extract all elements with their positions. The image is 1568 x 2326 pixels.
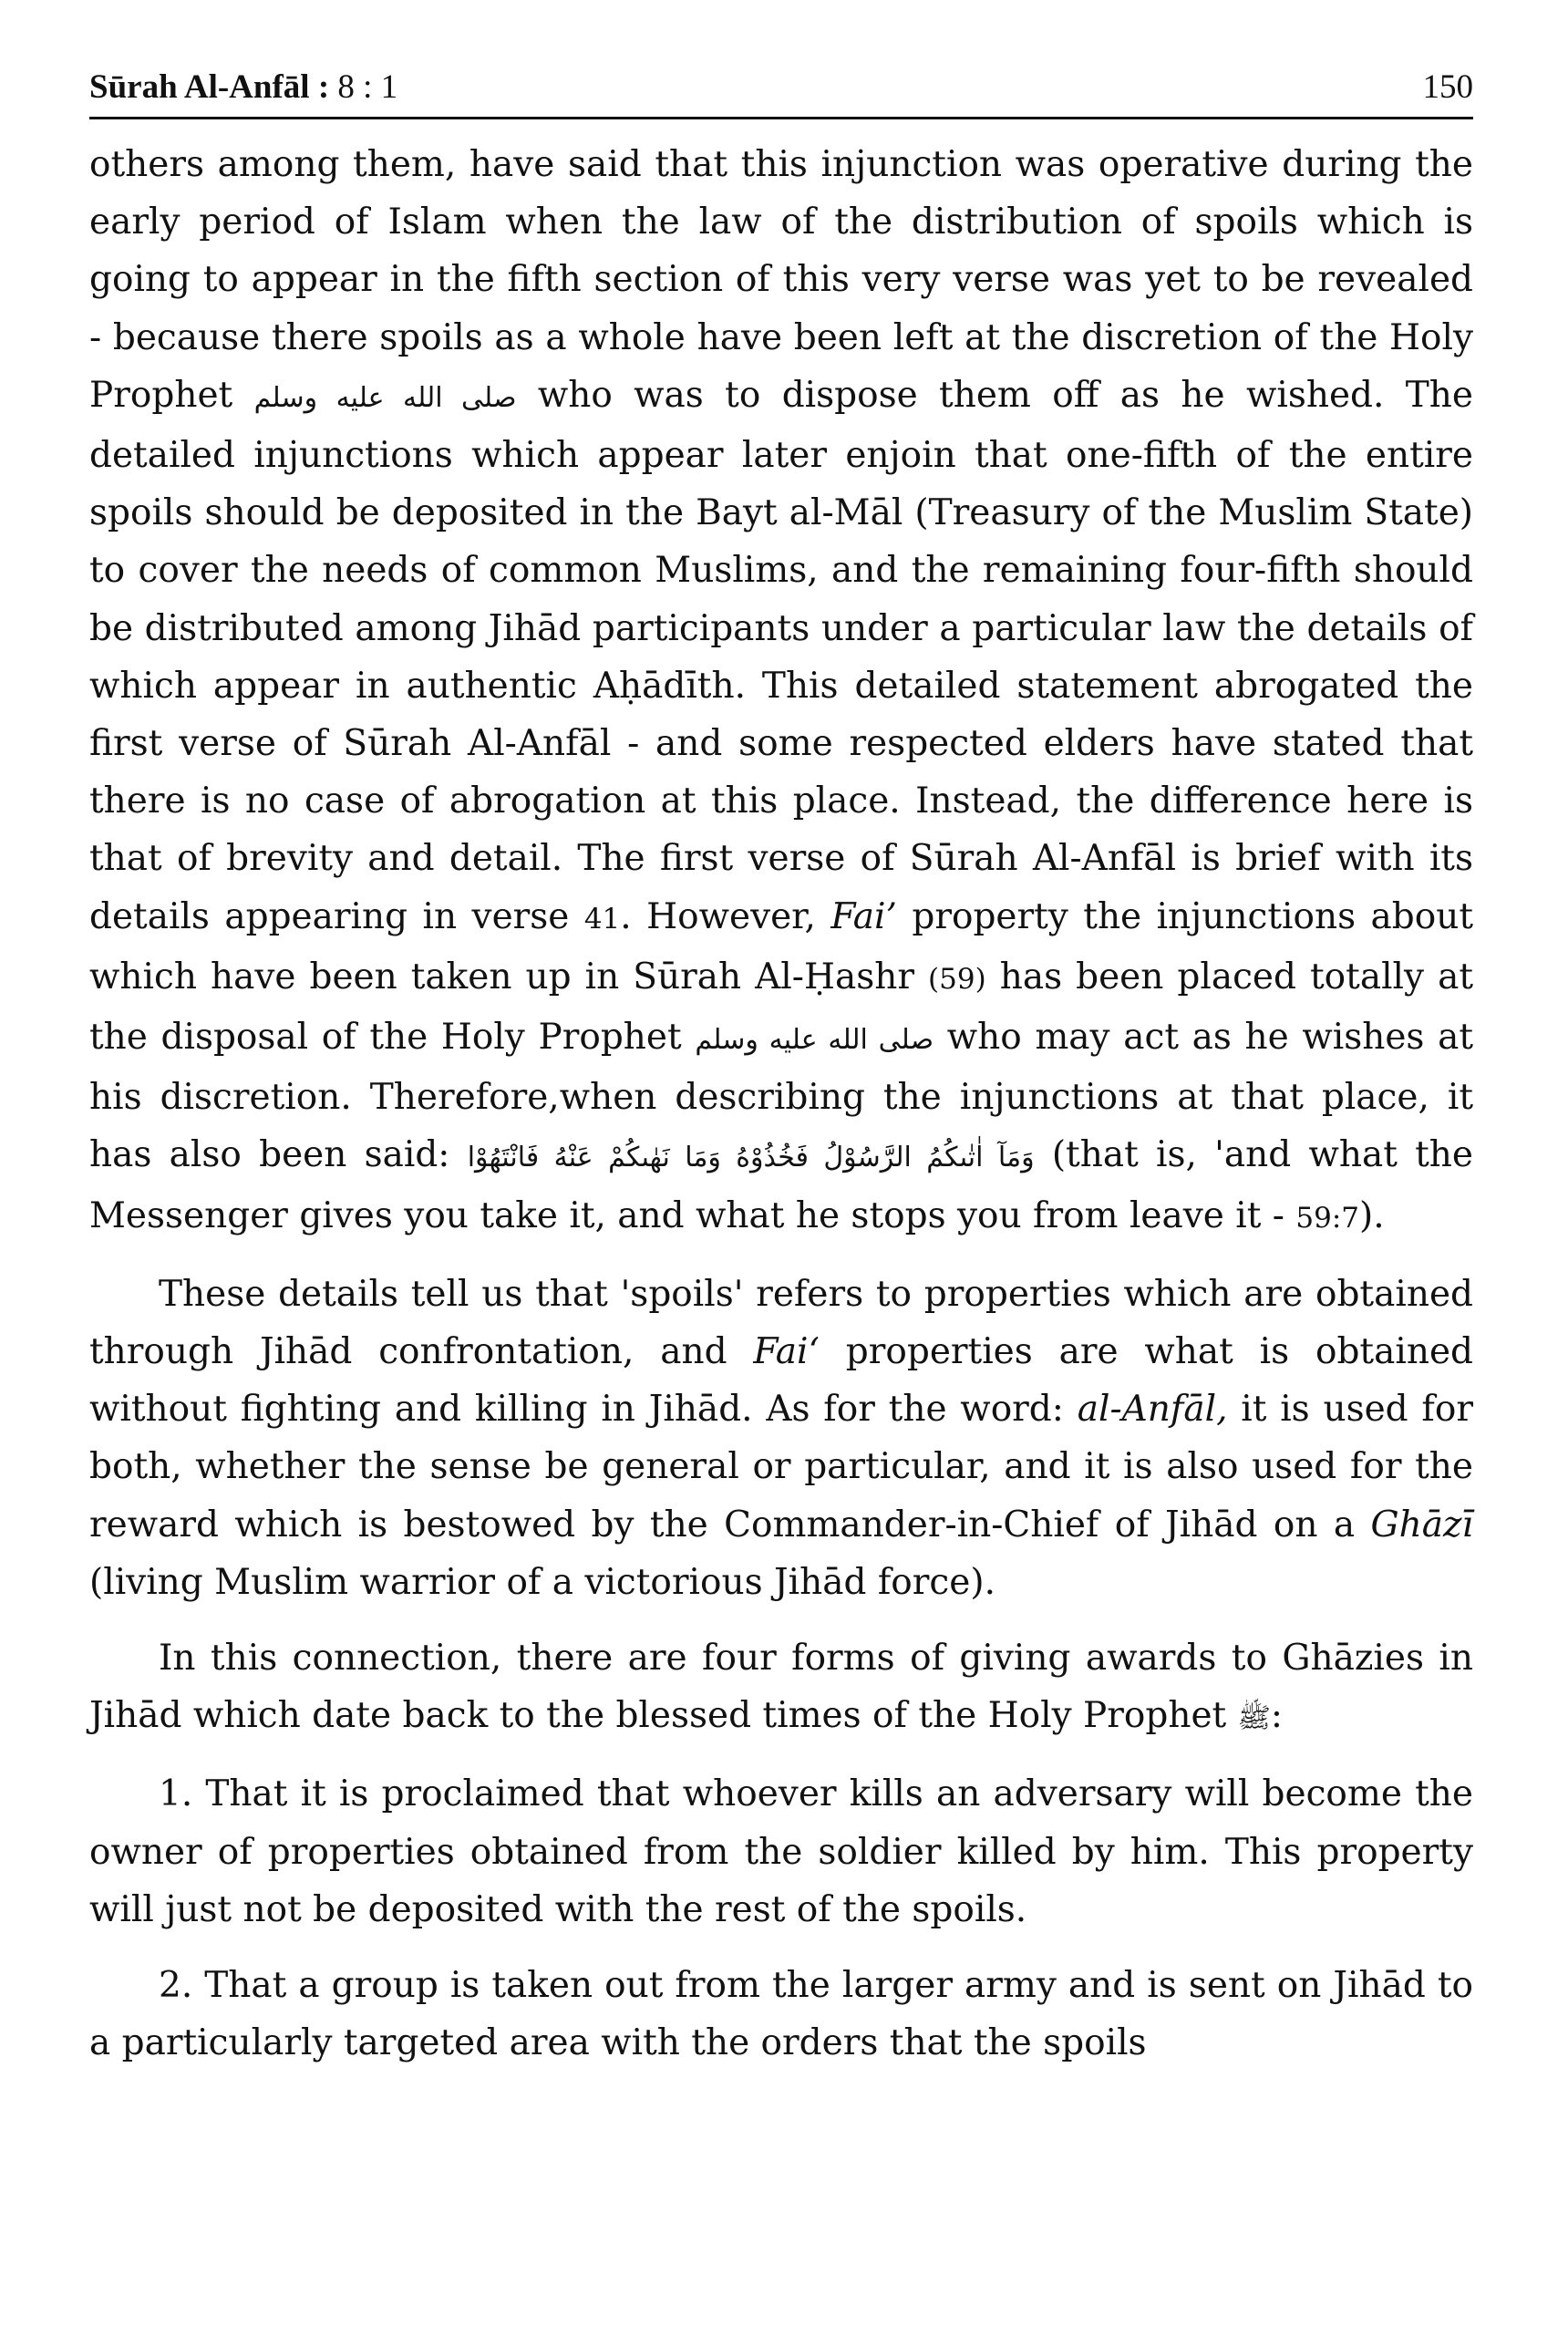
list-item-2: 2. That a group is taken out from the larger army and is sent on Jihād to a particularly targeted area with the orders that the spoils	[89, 1965, 1473, 2064]
term-ghazi: Ghāzī	[1370, 1504, 1473, 1545]
p1-text-6: who may act as he wishes at his discretion. Therefore,when describing the injunctions at that place, it has also been said:	[89, 1017, 1474, 1176]
surah-title: Sūrah Al-Anfāl :	[89, 68, 330, 106]
p3-text-2: :	[1270, 1695, 1284, 1737]
p2-text-1: These details tell us that 'spoils' refers to properties which are obtained through Jihād confrontation, and	[89, 1273, 1473, 1373]
p1-text-3: . However,	[620, 895, 831, 937]
p3-text-1: In this connection, there are four forms of giving awards to Ghāzies in Jihād which date back to the blessed times of the Holy Prophet	[89, 1638, 1473, 1737]
quranic-verse-arabic: وَمَآ اٰتٰىكُمُ الرَّسُوْلُ فَخُذُوْهُ وَمَا نَهٰىكُمْ عَنْهُ فَانْتَهُوْا	[467, 1142, 1035, 1174]
term-al-anfal: al-Anfāl,	[1077, 1389, 1228, 1431]
salutation-arabic-2: صلی الله علیه وسلم	[695, 1024, 934, 1057]
paragraph-3	[89, 1629, 1473, 1747]
running-header	[89, 64, 1473, 119]
verse-number-41: 41	[583, 902, 621, 936]
list-item-1: 1. That it is proclaimed that whoever kills an adversary will become the owner of properties obtained from the soldier killed by him. This property will just not be deposited with the rest of the spoils.	[89, 1773, 1473, 1930]
page-body	[89, 136, 1473, 2073]
verse-reference: 8 : 1	[337, 68, 398, 106]
p2-text-3: it is used for both, whether the sense be general or particular, and it is also used for the reward which is bestowed by the Commander-in-Chief of Jihād on a	[89, 1389, 1473, 1545]
p2-text-4: (living Muslim warrior of a victorious Jihād force).	[89, 1561, 995, 1603]
salutation-arabic-3: ﷺ	[1237, 1702, 1271, 1735]
p1-text-7: (that is, 'and what the Messenger gives you take it, and what he stops you from leave it -	[89, 1134, 1473, 1236]
salutation-arabic-1: صلی الله علیه وسلم	[253, 381, 517, 414]
surah-number-59: (59)	[928, 962, 986, 996]
term-fai-1: Fai’	[830, 895, 897, 937]
paragraph-1	[89, 136, 1473, 1247]
p1-text-5: has been placed totally at the disposal of the Holy Prophet	[89, 956, 1474, 1059]
p1-text-2: who was to dispose them off as he wished. The detailed injunctions which appear later enjoin that one-fifth of the entire spoils should be deposited in the Bayt al-Māl (Treasury of the Muslim State) to cover the needs of common Muslims, and the remaining four-fifth should be distributed among Jihād participants under a particular law the details of which appear in authentic Aḥādīth. This detailed statement abrogated the first verse of Sūrah Al-Anfāl - and some respected elders have stated that there is no case of abrogation at this place. Instead, the difference here is that of brevity and detail. The first verse of Sūrah Al-Anfāl is brief with its details appearing in verse	[89, 374, 1473, 937]
p2-text-2: properties are what is obtained without fighting and killing in Jihād. As for the word:	[89, 1331, 1473, 1431]
term-fai-2: Fai‘	[753, 1331, 820, 1373]
book-page	[89, 64, 1473, 2091]
p1-text-8: ).	[1359, 1194, 1385, 1236]
verse-citation: 59:7	[1295, 1201, 1359, 1235]
page-number: 150	[1422, 68, 1473, 106]
p1-text-4: property the injunctions about which have been taken up in Sūrah Al-Ḥashr	[89, 895, 1474, 998]
p1-text-1: others among them, have said that this injunction was operative during the early period of Islam when the law of the distribution of spoils which is going to appear in the fifth section of this very verse was yet to be revealed - because there spoils as a whole have been left at the discretion of the Holy Prophet	[89, 144, 1473, 416]
paragraph-2	[89, 1266, 1473, 1611]
header-title	[89, 64, 397, 111]
